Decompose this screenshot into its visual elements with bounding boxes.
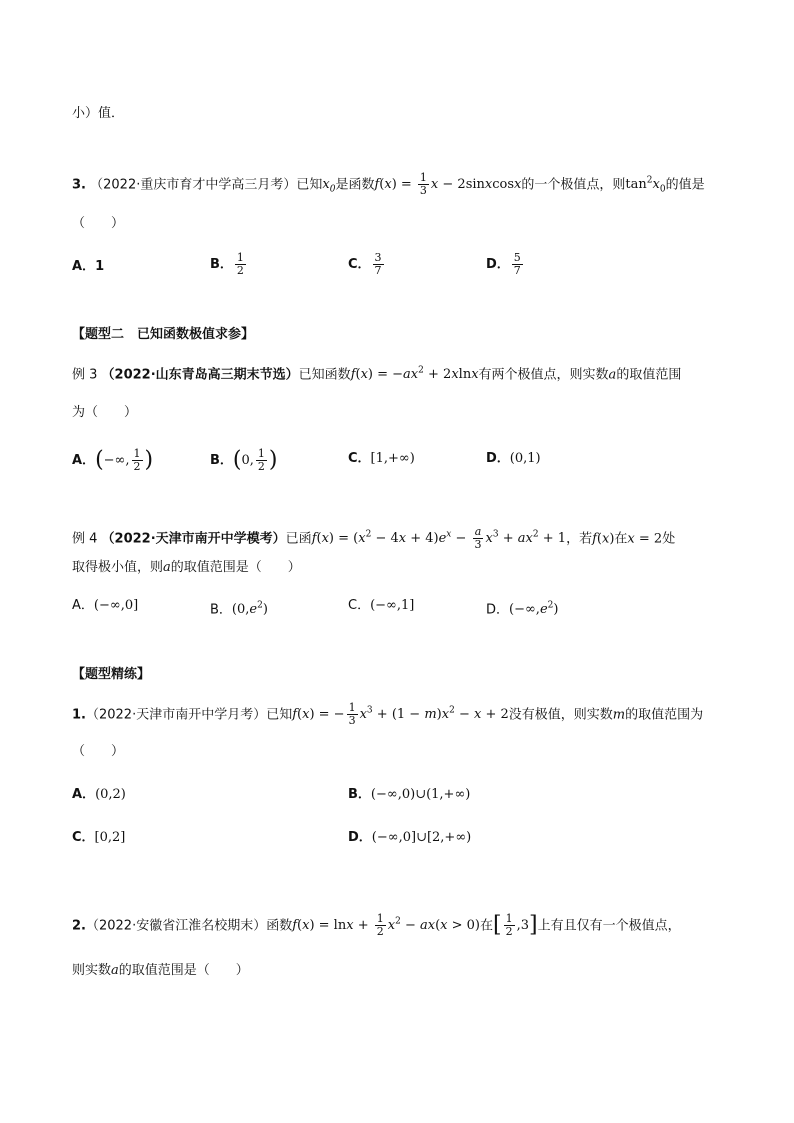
- option-fraction: $\frac{1}{2}$: [236, 251, 244, 277]
- option-a[interactable]: [72, 597, 138, 615]
- option-c[interactable]: [348, 252, 386, 277]
- example-source: （2022·山东青岛高三期末节选）: [101, 367, 299, 383]
- example-text: ，若: [566, 531, 593, 547]
- question-text: 上有且仅有一个极值点，: [537, 918, 681, 934]
- option-d[interactable]: [486, 252, 525, 277]
- math-a: a: [608, 367, 617, 383]
- example-text: 取得极小值，则: [72, 560, 164, 575]
- question-paren: （ ）: [72, 744, 125, 759]
- option-label: C．: [348, 598, 371, 613]
- option-c[interactable]: [348, 450, 415, 468]
- question-text: 函数: [266, 918, 293, 934]
- option-interval: [0,2]: [94, 830, 126, 845]
- math-fx-def: f(x) = lnx + $\frac{1}{2}$ $x^2 - ax(x > 0)$: [292, 912, 480, 939]
- option-interval: (0,2): [95, 787, 126, 802]
- option-label: B．: [348, 787, 371, 802]
- math-x0: $x_0$: [322, 177, 336, 195]
- option-d[interactable]: [348, 829, 471, 847]
- question-text: 则实数: [72, 963, 112, 978]
- example-3: [72, 362, 681, 384]
- practice-2: [72, 913, 681, 938]
- example-label: 例 3: [72, 367, 98, 383]
- option-label: D．: [486, 257, 510, 272]
- option-label: A．: [72, 787, 96, 802]
- question-3: [72, 172, 705, 199]
- question-number: 3.: [72, 177, 86, 193]
- question-source: （2022·天津市南开中学月考）: [85, 707, 267, 723]
- question-text: 的值是: [665, 177, 705, 193]
- example-text: 处: [662, 531, 676, 547]
- math-a: a: [111, 963, 119, 978]
- question-text: 已知: [266, 707, 293, 723]
- option-interval: $(-\infty,e^2)$: [509, 601, 559, 618]
- question-source: （2022·安徽省江淮名校期末）: [85, 918, 267, 934]
- option-label: A．: [72, 598, 94, 613]
- option-interval: (−∞, $\frac{1}{2}$ ): [95, 447, 154, 473]
- example-label: 例 4: [72, 531, 98, 547]
- option-value: 1: [95, 259, 105, 274]
- option-b[interactable]: [210, 597, 268, 619]
- example-text: 的取值范围: [616, 367, 682, 383]
- math-x-eq-2: x = 2: [627, 531, 663, 547]
- option-a[interactable]: [72, 258, 104, 276]
- option-b[interactable]: [210, 252, 248, 277]
- practice-2-line2: [72, 962, 249, 980]
- top-fragment: 小）值．: [72, 106, 125, 121]
- option-interval: (0, $\frac{1}{2}$ ): [232, 447, 278, 473]
- option-label: C．: [72, 830, 95, 845]
- practice-1: [72, 702, 703, 727]
- example-source: （2022·天津市南开中学模考）: [101, 531, 286, 547]
- section-title: 【题型精练】: [72, 667, 151, 682]
- option-c[interactable]: [348, 597, 414, 615]
- example-text: 有两个极值点，则实数: [478, 367, 609, 383]
- option-d[interactable]: [486, 450, 541, 468]
- question-text: 在: [480, 918, 494, 934]
- example-3-line2: 为（ ）: [72, 405, 138, 420]
- question-text: 已知: [296, 177, 323, 193]
- option-fraction: $\frac{3}{7}$: [374, 251, 382, 277]
- option-interval: [1,+∞): [370, 451, 415, 466]
- math-tan2x0: $\tan^2x_0$: [625, 176, 666, 195]
- option-interval: (−∞,0]: [93, 598, 139, 613]
- option-c[interactable]: [72, 829, 125, 847]
- math-interval: [ $\frac{1}{2}$ ,3]: [493, 912, 538, 939]
- example-text: 在: [614, 531, 628, 547]
- question-text: 的取值范围为: [625, 707, 704, 723]
- option-label: B．: [210, 602, 232, 618]
- math-fx-def: f(x) = − $\frac{1}{3}$ $x^3 + (1 - m)x^2 - x + 2$: [292, 701, 509, 728]
- option-interval: $(0,e^2)$: [231, 601, 268, 618]
- question-text: 的一个极值点，则: [521, 177, 626, 193]
- question-paren: （ ）: [72, 216, 125, 231]
- option-label: D．: [486, 451, 510, 466]
- question-text: 的取值范围是（ ）: [118, 963, 249, 978]
- section-title: 【题型二 已知函数极值求参】: [72, 327, 255, 342]
- option-label: B．: [210, 257, 233, 272]
- math-fx-def: $f(x) = (x^2 - 4x + 4)e^x$ − $\frac{a}{3}$ $x^3 + ax^2 + 1$: [311, 525, 567, 552]
- option-label: A．: [72, 453, 96, 468]
- option-interval: (−∞,0)∪(1,+∞): [370, 787, 471, 802]
- option-label: D．: [486, 602, 510, 618]
- option-d[interactable]: [486, 597, 558, 619]
- option-label: D．: [348, 830, 372, 845]
- math-m: m: [612, 707, 626, 723]
- option-interval: (−∞,1]: [370, 598, 415, 613]
- option-label: B．: [210, 453, 233, 468]
- question-number: 1.: [72, 707, 86, 723]
- question-number: 2.: [72, 918, 86, 934]
- example-4: [72, 526, 675, 551]
- example-text: 的取值范围是（ ）: [170, 560, 301, 575]
- option-interval: (−∞,0]∪[2,+∞): [371, 830, 472, 845]
- math-fx-def: f(x) = $\frac{1}{3}$ x − 2sinxcosx: [374, 171, 522, 198]
- option-label: C．: [348, 451, 371, 466]
- math-fx: f(x): [592, 531, 615, 547]
- example-text: 已函: [285, 531, 312, 547]
- math-a: a: [163, 560, 171, 575]
- question-text: 没有极值，则实数: [508, 707, 613, 723]
- option-interval: (0,1): [509, 451, 541, 466]
- option-a[interactable]: [72, 448, 153, 473]
- example-4-line2: [72, 559, 301, 577]
- option-b[interactable]: [348, 786, 470, 804]
- option-label: A．: [72, 259, 96, 274]
- option-a[interactable]: [72, 786, 126, 804]
- question-source: （2022·重庆市育才中学高三月考）: [90, 177, 297, 193]
- option-label: C．: [348, 257, 371, 272]
- example-text: 已知函数: [298, 367, 351, 383]
- question-text: 是函数: [335, 177, 375, 193]
- option-fraction: $\frac{5}{7}$: [513, 251, 521, 277]
- math-fx-def: $f(x) = -ax^2 + 2xlnx$: [350, 366, 479, 383]
- option-b[interactable]: [210, 448, 278, 473]
